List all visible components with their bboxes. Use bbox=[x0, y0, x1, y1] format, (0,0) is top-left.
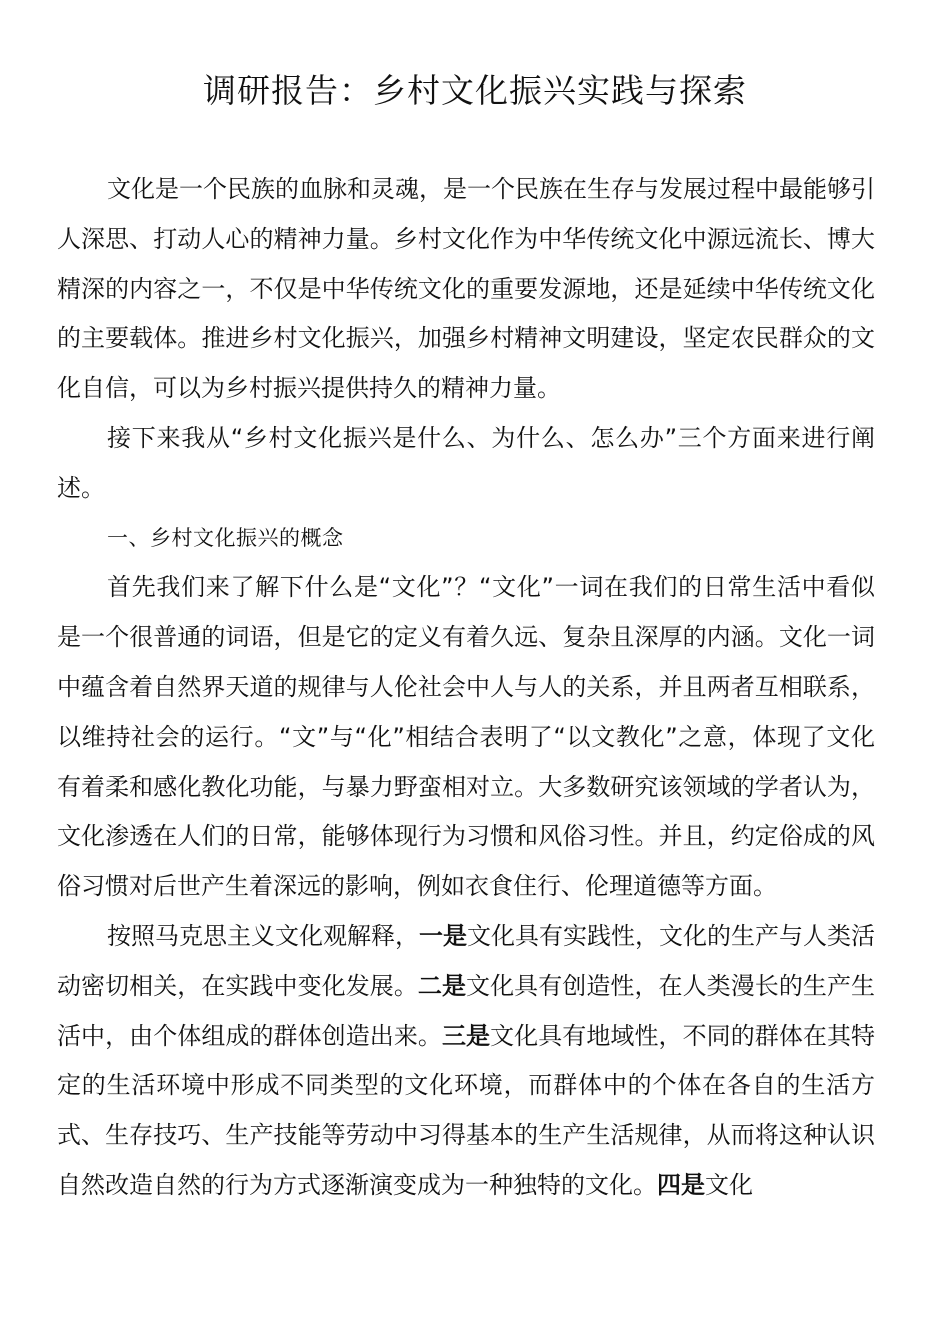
document-body bbox=[57, 165, 875, 1211]
point-two-label: 二是 bbox=[417, 971, 467, 1000]
section-heading: 一、乡村文化振兴的概念 bbox=[107, 525, 344, 550]
document-title: 调研报告：乡村文化振兴实践与探索 bbox=[203, 71, 747, 110]
point-one-label: 一是 bbox=[419, 921, 467, 950]
overview-paragraph: 接下来我从“乡村文化振兴是什么、为什么、怎么办”三个方面来进行阐述。 bbox=[57, 423, 875, 502]
point-three-label: 三是 bbox=[441, 1021, 491, 1050]
marxist-paragraph bbox=[57, 912, 875, 1211]
point-four-text: 文化 bbox=[705, 1170, 753, 1199]
point-four-label: 四是 bbox=[657, 1170, 705, 1199]
point-one-text: 文化具有实践性，文化的生产与人类活动密切相关，在实践中变化发展。 bbox=[57, 921, 875, 1000]
point-three-text: 文化具有地域性，不同的群体在其特定的生活环境中形成不同类型的文化环境，而群体中的个体在各自的生活方式、生存技巧、生产技能等劳动中习得基本的生产生活规律，从而将这种认识自然改造自然的行为方式逐渐演变成为一种独特的文化。 bbox=[57, 1021, 876, 1199]
marxist-intro: 按照马克思主义文化观解释， bbox=[107, 921, 419, 950]
point-two-text: 文化具有创造性，在人类漫长的生产生活中，由个体组成的群体创造出来。 bbox=[57, 971, 876, 1050]
concept-paragraph: 首先我们来了解下什么是“文化”？“文化”一词在我们的日常生活中看似是一个很普通的词语，但是它的定义有着久远、复杂且深厚的内涵。文化一词中蕴含着自然界天道的规律与人伦社会中人与人的关系，并且两者互相联系，以维持社会的运行。“文”与“化”相结合表明了“以文教化”之意，体现了文化有着柔和感化教化功能，与暴力野蛮相对立。大多数研究该领域的学者认为，文化渗透在人们的日常，能够体现行为习惯和风俗习性。并且，约定俗成的风俗习惯对后世产生着深远的影响，例如衣食住行、伦理道德等方面。 bbox=[57, 573, 875, 901]
intro-paragraph: 文化是一个民族的血脉和灵魂，是一个民族在生存与发展过程中最能够引人深思、打动人心的精神力量。乡村文化作为中华传统文化中源远流长、博大精深的内容之一，不仅是中华传统文化的重要发源地，还是延续中华传统文化的主要载体。推进乡村文化振兴，加强乡村精神文明建设，坚定农民群众的文化自信，可以为乡村振兴提供持久的精神力量。 bbox=[57, 175, 875, 403]
